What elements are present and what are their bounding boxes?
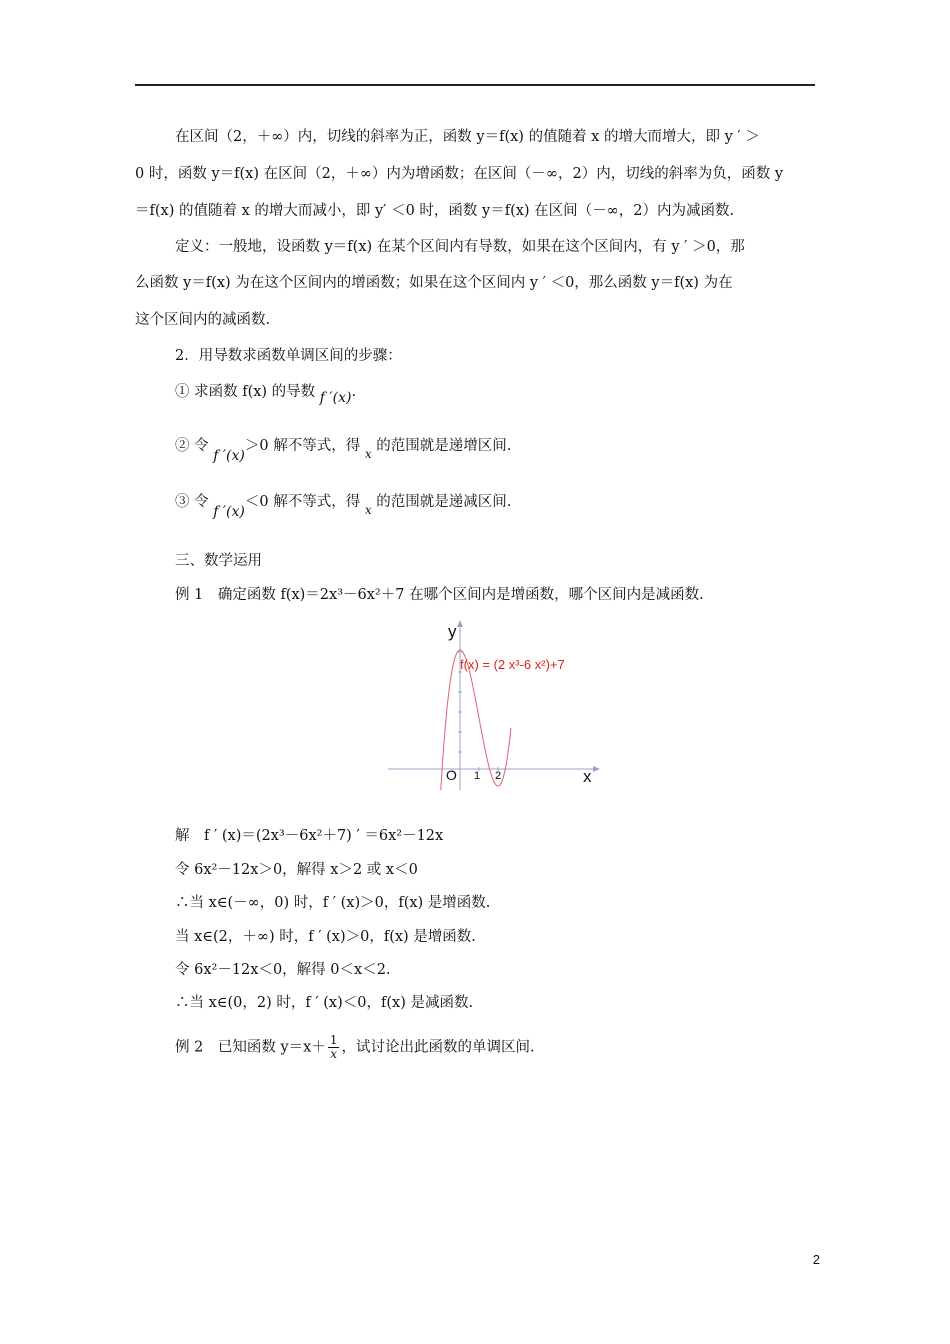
- step-2-text-pre: ② 令: [175, 438, 209, 454]
- solution-line-2: 令 6x²－12x＞0，解得 x＞2 或 x＜0: [175, 862, 418, 878]
- step-3-text-mid: ＜0 解不等式，得: [244, 494, 361, 510]
- definition-line1: 定义：一般地，设函数 y＝f(x) 在某个区间内有导数，如果在这个区间内，有 y ′ ＞0，那: [175, 239, 745, 255]
- x-axis-label: x: [583, 767, 592, 786]
- page-number: 2: [812, 1252, 820, 1267]
- tick-label-2: 2: [495, 770, 502, 782]
- step-1-derivative: f ′(x): [319, 390, 352, 406]
- step-1-text: ① 求函数 f(x) 的导数: [175, 384, 316, 400]
- definition-line2: 么函数 y＝f(x) 为在这个区间内的增函数；如果在这个区间内 y ′ ＜0，那么函数 y＝f(x) 为在: [135, 275, 733, 291]
- y-axis-arrow: [457, 620, 463, 627]
- step-2-variable: x: [364, 447, 372, 461]
- step-3-derivative: f ′(x): [213, 504, 245, 520]
- header-rule: [135, 84, 815, 86]
- solution-line-1: 解 f ′ (x)＝(2x³－6x²＋7) ′ ＝6x²－12x: [175, 828, 444, 844]
- function-graph-svg: [388, 618, 608, 790]
- step-3-text-post: 的范围就是递减区间.: [376, 494, 512, 510]
- function-graph: [388, 618, 608, 790]
- step-1-end: .: [351, 384, 357, 400]
- step-2-text-post: 的范围就是递增区间.: [376, 438, 512, 454]
- solution-line-3: ∴当 x∈(－∞，0) 时，f ′ (x)＞0，f(x) 是增函数.: [175, 895, 491, 911]
- solution-line-4: 当 x∈(2，＋∞) 时，f ′ (x)＞0，f(x) 是增函数.: [175, 929, 476, 945]
- definition-line3: 这个区间内的减函数.: [135, 312, 271, 328]
- step-2-text-mid: ＞0 解不等式，得: [244, 438, 361, 454]
- steps-title: 2．用导数求函数单调区间的步骤：: [175, 348, 402, 364]
- example-2-statement: [175, 1034, 535, 1061]
- fraction-denominator: x: [330, 1047, 338, 1061]
- solution-line-5: 令 6x²－12x＜0，解得 0＜x＜2.: [175, 962, 391, 978]
- origin-label: O: [446, 767, 457, 783]
- step-2-derivative: f ′(x): [213, 448, 245, 464]
- example-1-statement: 例 1 确定函数 f(x)＝2x³－6x²＋7 在哪个区间内是增函数，哪个区间内是减函数.: [175, 587, 704, 603]
- step-1: [175, 382, 357, 406]
- para1-line2: 0 时，函数 y＝f(x) 在区间（2，＋∞）内为增函数；在区间（－∞，2）内，切线的斜率为负，函数 y: [135, 166, 784, 182]
- y-axis-label: y: [448, 622, 457, 641]
- step-3: [175, 492, 512, 520]
- fraction-numerator: 1: [329, 1033, 338, 1047]
- example-2-text-pre: 例 2 已知函数 y＝x＋: [175, 1039, 326, 1056]
- function-formula: f(x) = (2 x³-6 x²)+7: [460, 657, 565, 672]
- step-2: [175, 436, 512, 464]
- fraction: [328, 1034, 340, 1061]
- x-axis-arrow: [593, 766, 600, 772]
- step-3-text-pre: ③ 令: [175, 494, 209, 510]
- step-3-variable: x: [364, 503, 372, 517]
- section-3-heading: 三、数学运用: [175, 553, 262, 569]
- para1-line3: ＝f(x) 的值随着 x 的增大而减小，即 y′ ＜0 时，函数 y＝f(x) 在区间（－∞，2）内为减函数.: [135, 203, 735, 219]
- tick-label-1: 1: [474, 770, 481, 782]
- solution-line-6: ∴当 x∈(0，2) 时，f ′ (x)＜0，f(x) 是减函数.: [175, 995, 474, 1011]
- example-2-text-post: ，试讨论出此函数的单调区间.: [341, 1039, 535, 1056]
- para1-line1: 在区间（2，＋∞）内，切线的斜率为正，函数 y＝f(x) 的值随着 x 的增大而增大，即 y ′ ＞: [175, 129, 760, 145]
